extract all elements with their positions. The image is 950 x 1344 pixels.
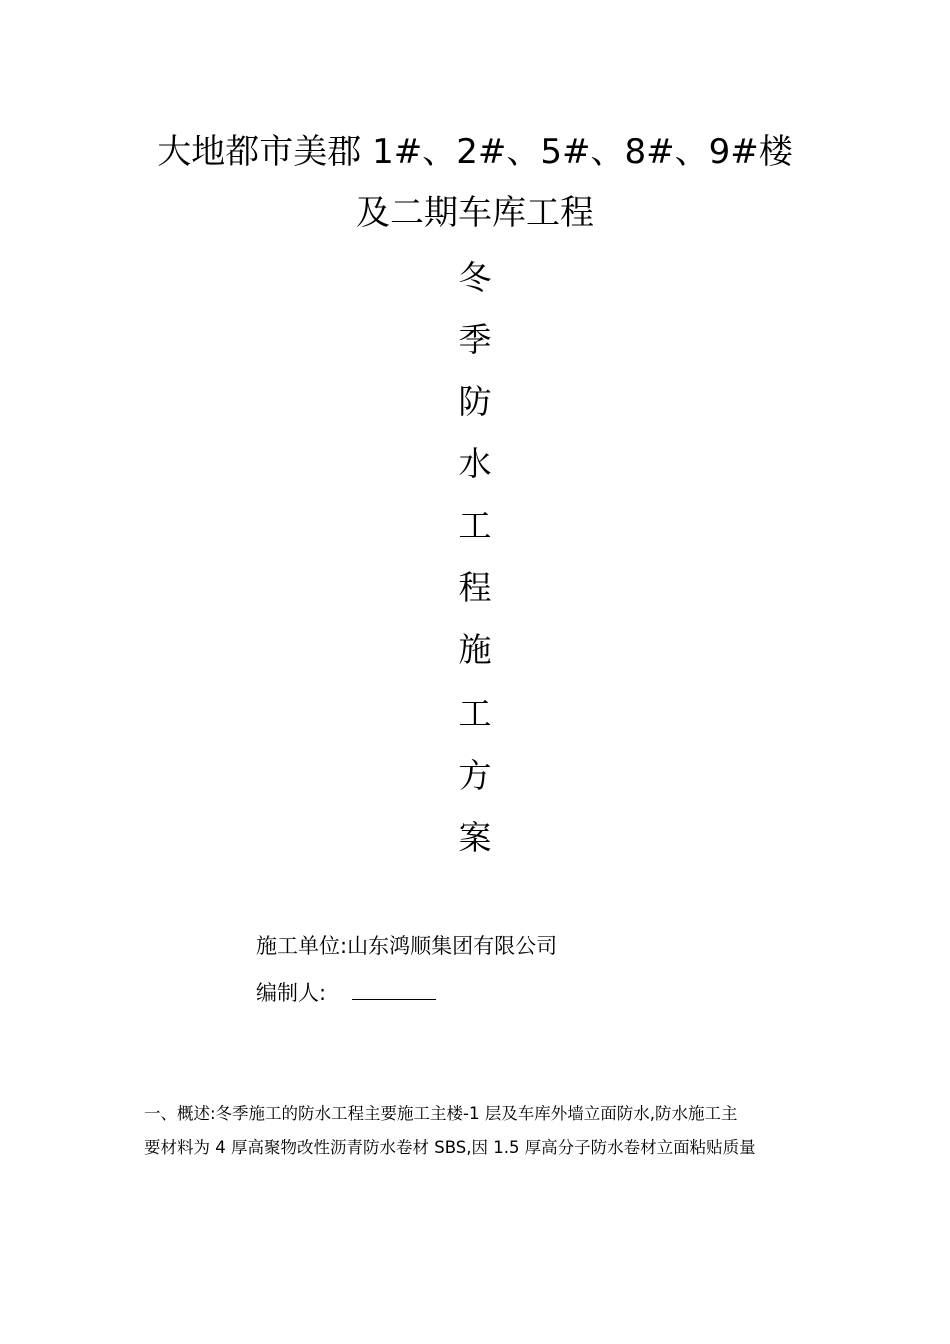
- overview-paragraph-line-2: 要材料为 4 厚高聚物改性沥青防水卷材 SBS,因 1.5 厚高分子防水卷材立面粘贴质量: [144, 1138, 756, 1157]
- document-title-line-2: 及二期车库工程: [356, 193, 594, 233]
- vertical-title-char: 案: [458, 818, 492, 857]
- editor-label: 编制人:: [256, 981, 327, 1005]
- overview-paragraph-line-1: 一、概述:冬季施工的防水工程主要施工主楼-1 层及车库外墙立面防水,防水施工主: [144, 1104, 738, 1123]
- construction-unit-label: 施工单位:: [256, 934, 348, 958]
- vertical-title-char: 季: [458, 320, 492, 359]
- vertical-title-char: 工: [458, 694, 492, 733]
- construction-unit-row: [256, 931, 557, 961]
- vertical-title-char: 防: [458, 382, 492, 421]
- vertical-title-char: 施: [458, 630, 492, 669]
- vertical-title-char: 方: [458, 756, 492, 795]
- construction-unit-value: 山东鸿顺集团有限公司: [347, 934, 558, 958]
- vertical-title-char: 冬: [458, 258, 492, 297]
- vertical-title-char: 程: [458, 568, 492, 607]
- editor-signature-blank: [352, 979, 436, 1000]
- document-title-line-1: 大地都市美郡 1#、2#、5#、8#、9#楼: [157, 132, 793, 172]
- vertical-title-char: 水: [458, 444, 492, 483]
- vertical-title-char: 工: [458, 506, 492, 545]
- editor-row: [256, 978, 436, 1008]
